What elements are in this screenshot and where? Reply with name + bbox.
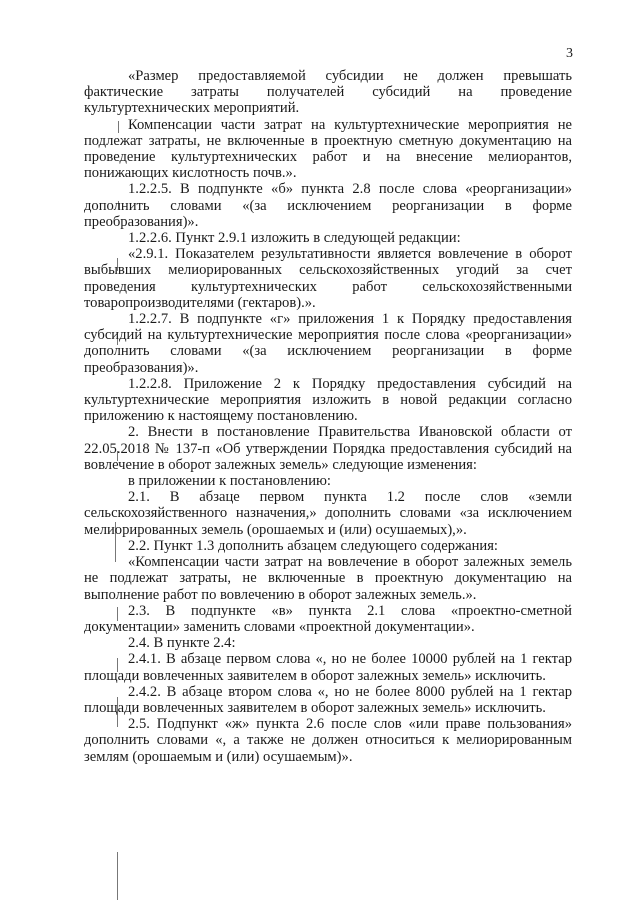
paragraph: 2. Внести в постановление Правительства Ивановской области от 22.05.2018 № 137-п «Об утверждении Порядка предоставления субсидий на вовлечение в оборот залежных земель» следующие изменения: bbox=[84, 424, 572, 473]
paragraph: 2.1. В абзаце первом пункта 1.2 после слов «земли сельскохозяйственного назначения,» дополнить словами «за исключением мелиорированных земель (орошаемых и (или) осушаемых),». bbox=[84, 489, 572, 538]
page-number: 3 bbox=[566, 46, 573, 61]
paragraph: 2.4.2. В абзаце втором слова «, но не более 8000 рублей на 1 гектар площади вовлеченных заявителем в оборот залежных земель» исключить. bbox=[84, 683, 572, 716]
paragraph: 2.4.1. В абзаце первом слова «, но не более 10000 рублей на 1 гектар площади вовлеченных заявителем в оборот залежных земель» исключить. bbox=[84, 651, 572, 684]
paragraph: 1.2.2.6. Пункт 2.9.1 изложить в следующей редакции: bbox=[128, 230, 461, 247]
paragraph: в приложении к постановлению: bbox=[128, 473, 331, 490]
paragraph: 2.3. В подпункте «в» пункта 2.1 слова «проектно-сметной документации» заменить словами «проектной документации». bbox=[84, 602, 572, 635]
paragraph: 2.4. В пункте 2.4: bbox=[128, 635, 236, 652]
paragraph: 1.2.2.7. В подпункте «г» приложения 1 к Порядку предоставления субсидий на культуртехнические мероприятия после слова «реорганизации» дополнить словами «(за исключением реорганизации в форме преобразования)». bbox=[84, 311, 572, 376]
margin-mark bbox=[117, 852, 118, 900]
paragraph: 2.5. Подпункт «ж» пункта 2.6 после слов «или праве пользования» дополнить словами «, а также не должен относиться к мелиорированным землям (орошаемым и (или) осушаемым)». bbox=[84, 716, 572, 765]
paragraph: «Размер предоставляемой субсидии не должен превышать фактические затраты получателей субсидий на проведение культуртехнических мероприятий. bbox=[84, 68, 572, 117]
document-body bbox=[84, 68, 572, 765]
paragraph: 2.2. Пункт 1.3 дополнить абзацем следующего содержания: bbox=[128, 537, 498, 554]
paragraph: Компенсации части затрат на культуртехнические мероприятия не подлежат затраты, не включенные в проектную сметную документацию на проведение культуртехнических работ и на внесение мелиорантов, понижающих кислотность почв.». bbox=[84, 116, 572, 182]
paragraph: «Компенсации части затрат на вовлечение в оборот залежных земель не подлежат затраты, не включенные в проектную документацию на выполнение работ по вовлечению в оборот залежных земель.». bbox=[84, 554, 572, 603]
paragraph: 1.2.2.8. Приложение 2 к Порядку предоставления субсидий на культуртехнические мероприятия изложить в новой редакции согласно приложению к настоящему постановлению. bbox=[84, 375, 572, 425]
paragraph: «2.9.1. Показателем результативности является вовлечение в оборот выбывших мелиорированных сельскохозяйственных угодий за счет проведения культуртехнических работ сельскохозяйственными товаропроизводителями (гектаров).». bbox=[84, 246, 572, 311]
paragraph: 1.2.2.5. В подпункте «б» пункта 2.8 после слова «реорганизации» дополнить словами «(за исключением реорганизации в форме преобразования)». bbox=[84, 181, 572, 230]
